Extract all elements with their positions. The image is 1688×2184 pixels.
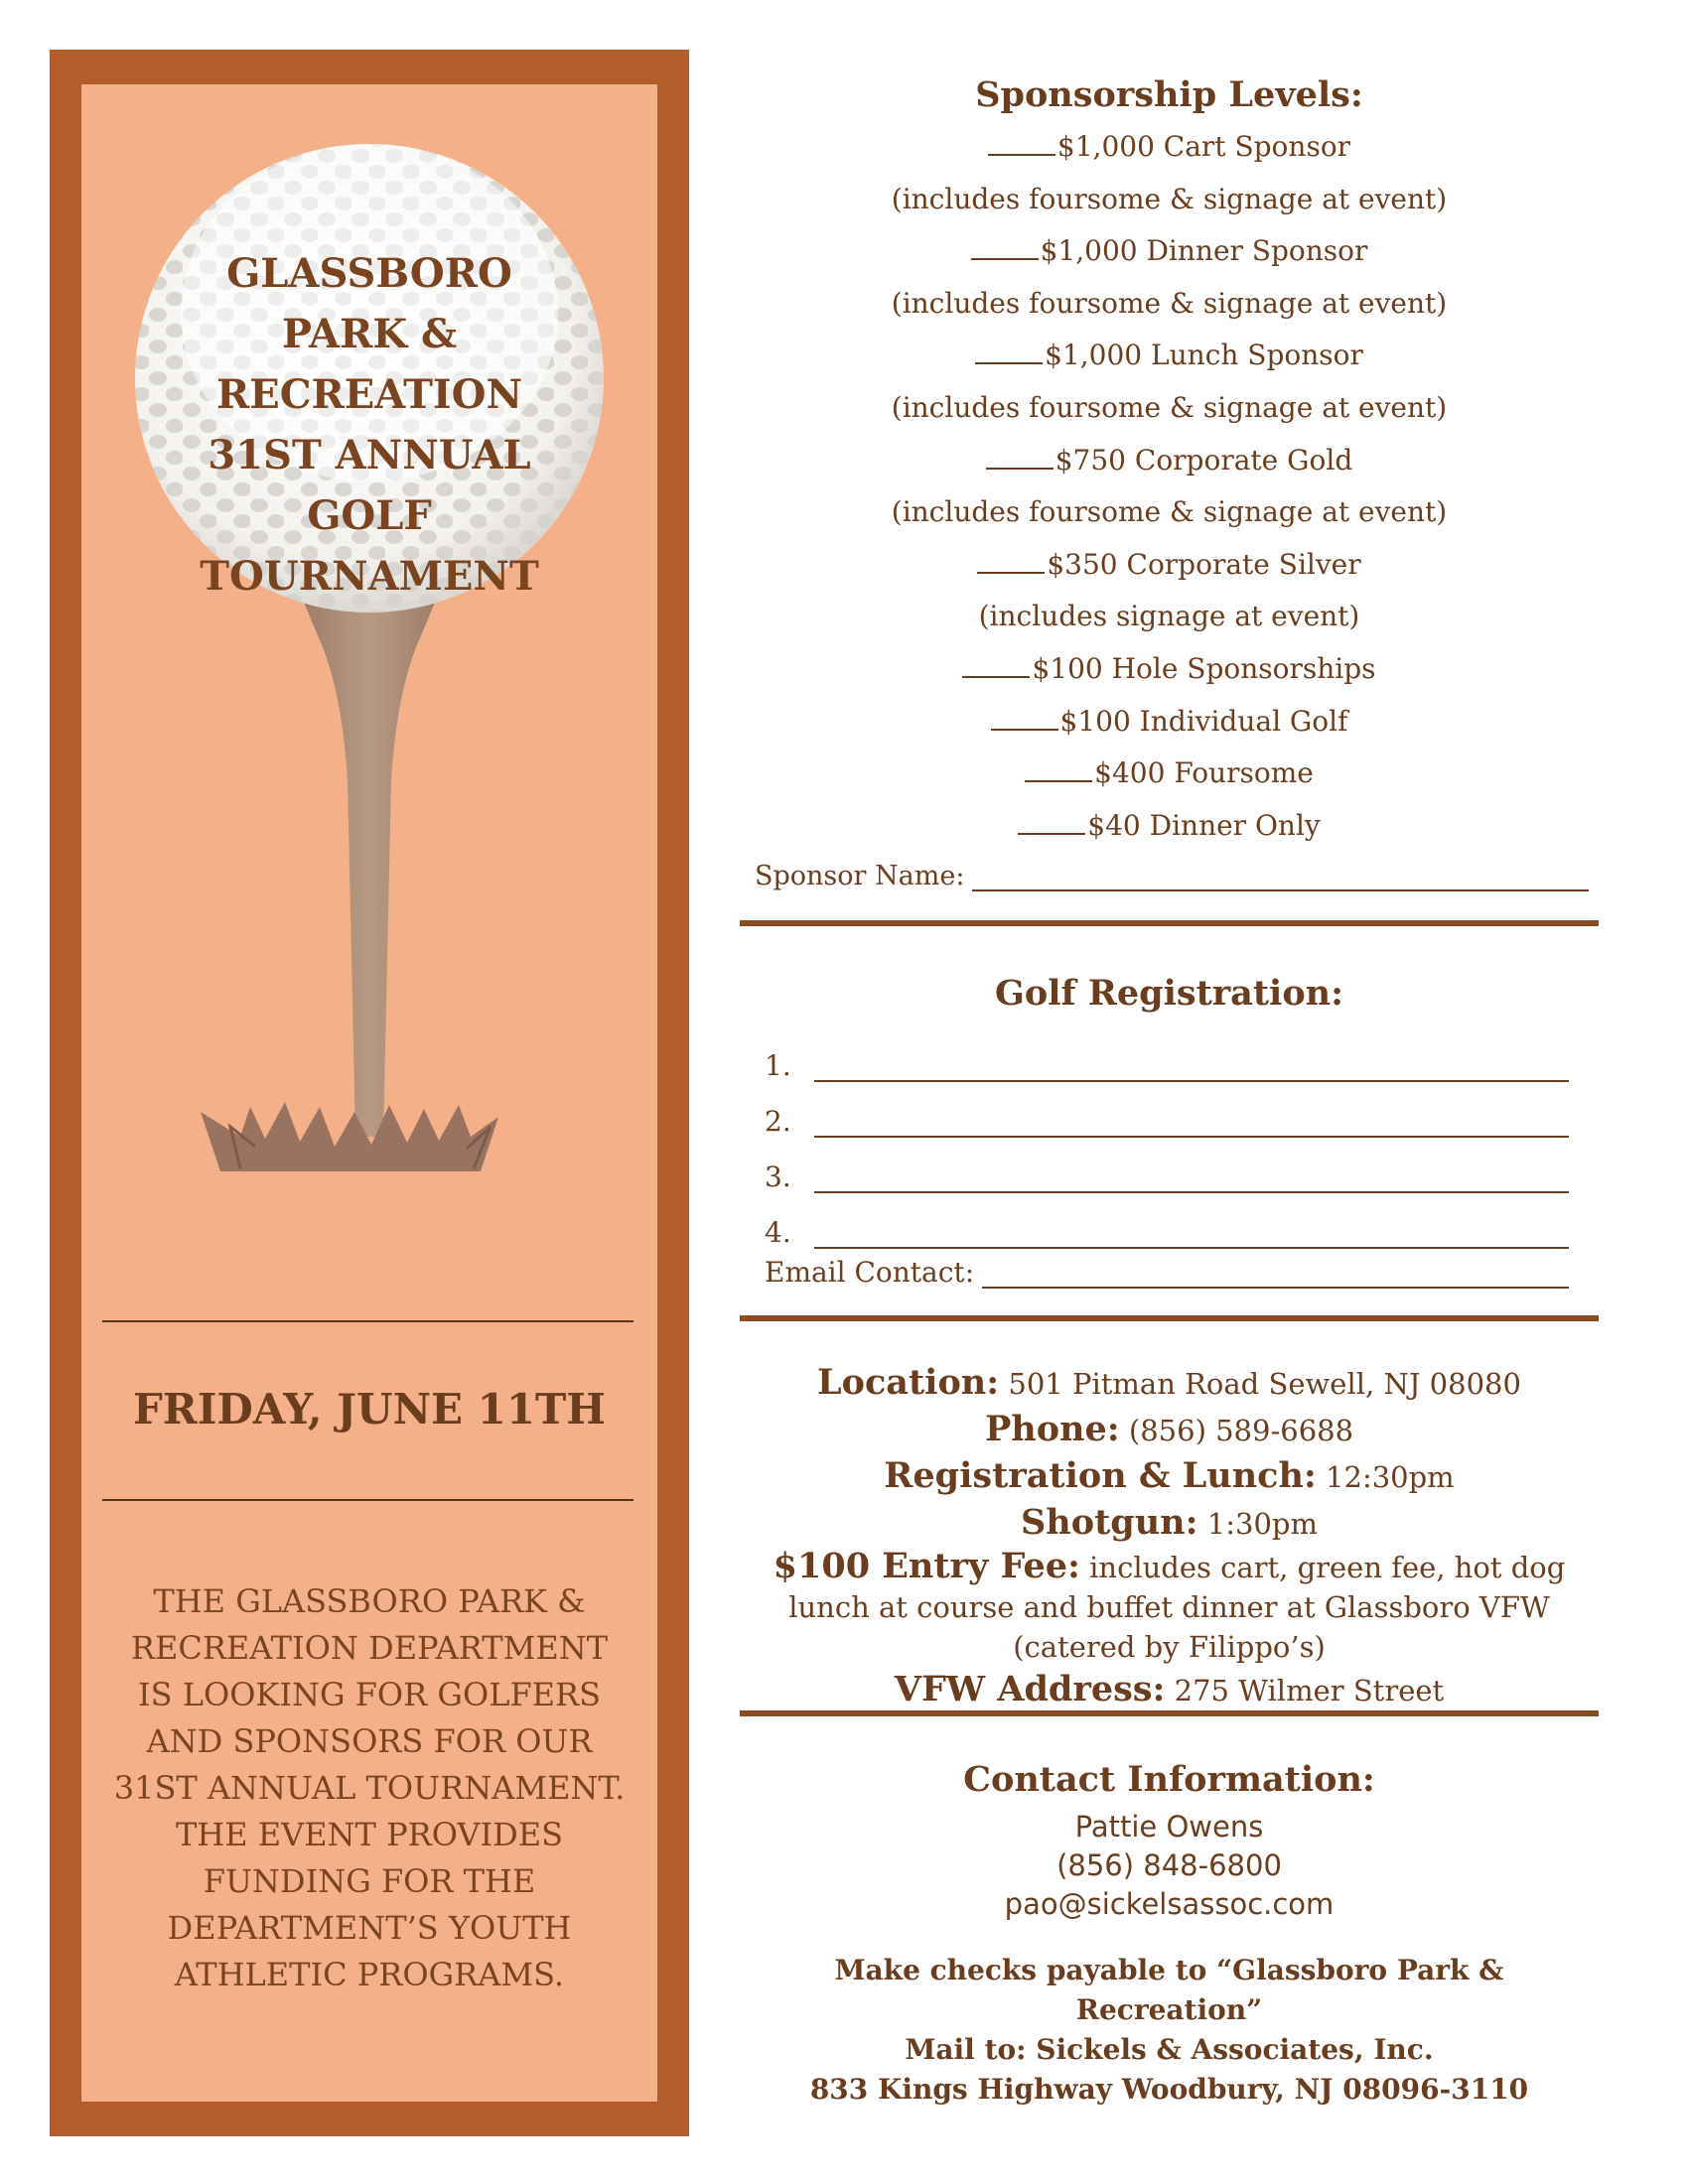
- sponsorship-option[interactable]: [740, 225, 1599, 278]
- contact-name: Pattie Owens: [1074, 1810, 1264, 1843]
- sponsorship-option-label: $350 Corporate Silver: [1047, 547, 1361, 581]
- registration-row: [765, 1088, 1569, 1144]
- entry-fee-label: $100 Entry Fee:: [773, 1546, 1080, 1586]
- left-panel-inner: [81, 84, 657, 2102]
- event-details: [740, 1360, 1599, 1713]
- sponsorship-option[interactable]: [740, 121, 1599, 174]
- email-contact-label: Email Contact:: [765, 1256, 975, 1289]
- checkbox-blank[interactable]: [975, 337, 1043, 364]
- sponsorship-note: [740, 591, 1599, 643]
- registration-row: [765, 1144, 1569, 1199]
- golfer-name-field[interactable]: [814, 1052, 1569, 1082]
- registration-list: [765, 1032, 1569, 1255]
- checkbox-blank[interactable]: [988, 128, 1055, 156]
- sponsorship-option-label: $1,000 Cart Sponsor: [1056, 130, 1351, 163]
- registration-number: 4.: [765, 1216, 791, 1249]
- event-description: THE GLASSBORO PARK & RECREATION DEPARTMENT IS LOOKING FOR GOLFERS AND SPONSORS FOR OUR 31ST ANNUAL TOURNAMENT. THE EVENT PROVIDES FUNDING FOR THE DEPARTMENT’S YOUTH ATHLETIC PROGRAMS.: [113, 1582, 626, 1993]
- mail-address: 833 Kings Highway Woodbury, NJ 08096-3110: [809, 2073, 1529, 2106]
- registration-row: [765, 1032, 1569, 1088]
- entry-fee-line: [740, 1547, 1599, 1627]
- checkbox-blank[interactable]: [971, 232, 1039, 260]
- event-title-line: GLASSBORO: [226, 250, 512, 297]
- registration-row: [765, 1199, 1569, 1255]
- date-rule-bottom: [102, 1499, 633, 1501]
- shotgun-label: Shotgun:: [1021, 1502, 1198, 1543]
- sponsorship-note: [740, 382, 1599, 435]
- event-title: [171, 243, 568, 607]
- sponsorship-note-text: (includes signage at event): [978, 600, 1360, 633]
- sponsor-name-label: Sponsor Name:: [755, 861, 965, 891]
- golfer-name-field[interactable]: [814, 1219, 1569, 1249]
- email-contact-row: [765, 1256, 1569, 1289]
- sponsorship-option[interactable]: [740, 539, 1599, 592]
- contact-heading: Contact Information:: [963, 1759, 1375, 1800]
- phone-value: (856) 589-6688: [1128, 1414, 1354, 1447]
- checkbox-blank[interactable]: [986, 442, 1054, 470]
- payment-instructions: [740, 1951, 1599, 2110]
- checkbox-blank[interactable]: [1025, 754, 1092, 782]
- registration-number: 2.: [765, 1105, 791, 1138]
- location-label: Location:: [817, 1362, 1000, 1403]
- checkbox-blank[interactable]: [991, 703, 1058, 731]
- vfw-address-label: VFW Address:: [894, 1669, 1166, 1709]
- vfw-address-line: [740, 1667, 1599, 1713]
- location-value: 501 Pitman Road Sewell, NJ 08080: [1008, 1367, 1521, 1401]
- sponsorship-option-label: $1,000 Dinner Sponsor: [1040, 234, 1368, 268]
- location-line: [740, 1360, 1599, 1407]
- sponsorship-note: [740, 486, 1599, 539]
- registration-heading: Golf Registration:: [994, 973, 1344, 1014]
- entry-fee-value: includes cart, green fee, hot dog lunch at course and buffet dinner at Glassboro VFW: [788, 1551, 1566, 1624]
- email-contact-field[interactable]: [982, 1259, 1569, 1289]
- sponsor-name-field[interactable]: [972, 862, 1589, 891]
- sponsorship-option[interactable]: [740, 330, 1599, 382]
- sponsorship-note: [740, 174, 1599, 226]
- sponsorship-option[interactable]: [740, 748, 1599, 800]
- shotgun-value: 1:30pm: [1206, 1507, 1318, 1541]
- sponsorship-option-label: $40 Dinner Only: [1087, 808, 1321, 842]
- sponsorship-list: [740, 121, 1599, 852]
- sponsorship-note-text: (includes foursome & signage at event): [891, 182, 1448, 215]
- registration-lunch-line: [740, 1453, 1599, 1500]
- section-divider: [740, 920, 1599, 926]
- registration-lunch-value: 12:30pm: [1326, 1460, 1455, 1494]
- checkbox-blank[interactable]: [1018, 807, 1085, 835]
- sponsorship-option-label: $1,000 Lunch Sponsor: [1045, 339, 1363, 372]
- checkbox-blank[interactable]: [977, 546, 1045, 574]
- sponsorship-heading: Sponsorship Levels:: [975, 74, 1363, 115]
- shotgun-line: [740, 1500, 1599, 1547]
- event-title-line: TOURNAMENT: [200, 553, 539, 600]
- sponsorship-note-text: (includes foursome & signage at event): [891, 390, 1448, 424]
- sponsorship-note-text: (includes foursome & signage at event): [891, 286, 1448, 320]
- sponsorship-note-text: (includes foursome & signage at event): [891, 495, 1448, 529]
- contact-email[interactable]: pao@sickelsassoc.com: [1004, 1887, 1335, 1921]
- section-divider: [740, 1710, 1599, 1716]
- vfw-address-value: 275 Wilmer Street: [1174, 1674, 1445, 1707]
- sponsorship-option-label: $100 Hole Sponsorships: [1032, 651, 1376, 685]
- registration-lunch-label: Registration & Lunch:: [884, 1455, 1317, 1496]
- event-title-line: PARK & RECREATION: [215, 311, 523, 418]
- contact-phone: (856) 848-6800: [1056, 1848, 1282, 1882]
- catered-note: (catered by Filippo’s): [1013, 1630, 1326, 1664]
- sponsorship-option-label: $100 Individual Golf: [1059, 704, 1348, 738]
- sponsorship-option-label: $400 Foursome: [1094, 756, 1314, 790]
- sponsorship-option[interactable]: [740, 800, 1599, 853]
- checkbox-blank[interactable]: [962, 650, 1030, 678]
- phone-label: Phone:: [984, 1409, 1120, 1449]
- phone-line: [740, 1407, 1599, 1453]
- event-title-line: GOLF: [307, 492, 432, 539]
- registration-number: 1.: [765, 1049, 791, 1082]
- section-divider: [740, 1315, 1599, 1321]
- right-column: [740, 0, 1599, 2184]
- sponsorship-option[interactable]: [740, 696, 1599, 749]
- sponsorship-option[interactable]: [740, 643, 1599, 696]
- sponsorship-option[interactable]: [740, 435, 1599, 487]
- date-rule-top: [102, 1320, 633, 1322]
- sponsor-name-row: [755, 861, 1589, 891]
- event-title-line: 31ST ANNUAL: [208, 432, 531, 478]
- sponsorship-note: [740, 278, 1599, 331]
- contact-information: [740, 1752, 1599, 1924]
- golfer-name-field[interactable]: [814, 1108, 1569, 1138]
- checks-payable: Make checks payable to “Glassboro Park & Recreation”: [834, 1954, 1504, 2026]
- left-panel: [50, 50, 689, 2136]
- sponsorship-option-label: $750 Corporate Gold: [1055, 443, 1353, 477]
- golfer-name-field[interactable]: [814, 1163, 1569, 1193]
- mail-to: Mail to: Sickels & Associates, Inc.: [905, 2033, 1434, 2066]
- event-date: FRIDAY, JUNE 11TH: [132, 1385, 606, 1433]
- registration-number: 3.: [765, 1160, 791, 1193]
